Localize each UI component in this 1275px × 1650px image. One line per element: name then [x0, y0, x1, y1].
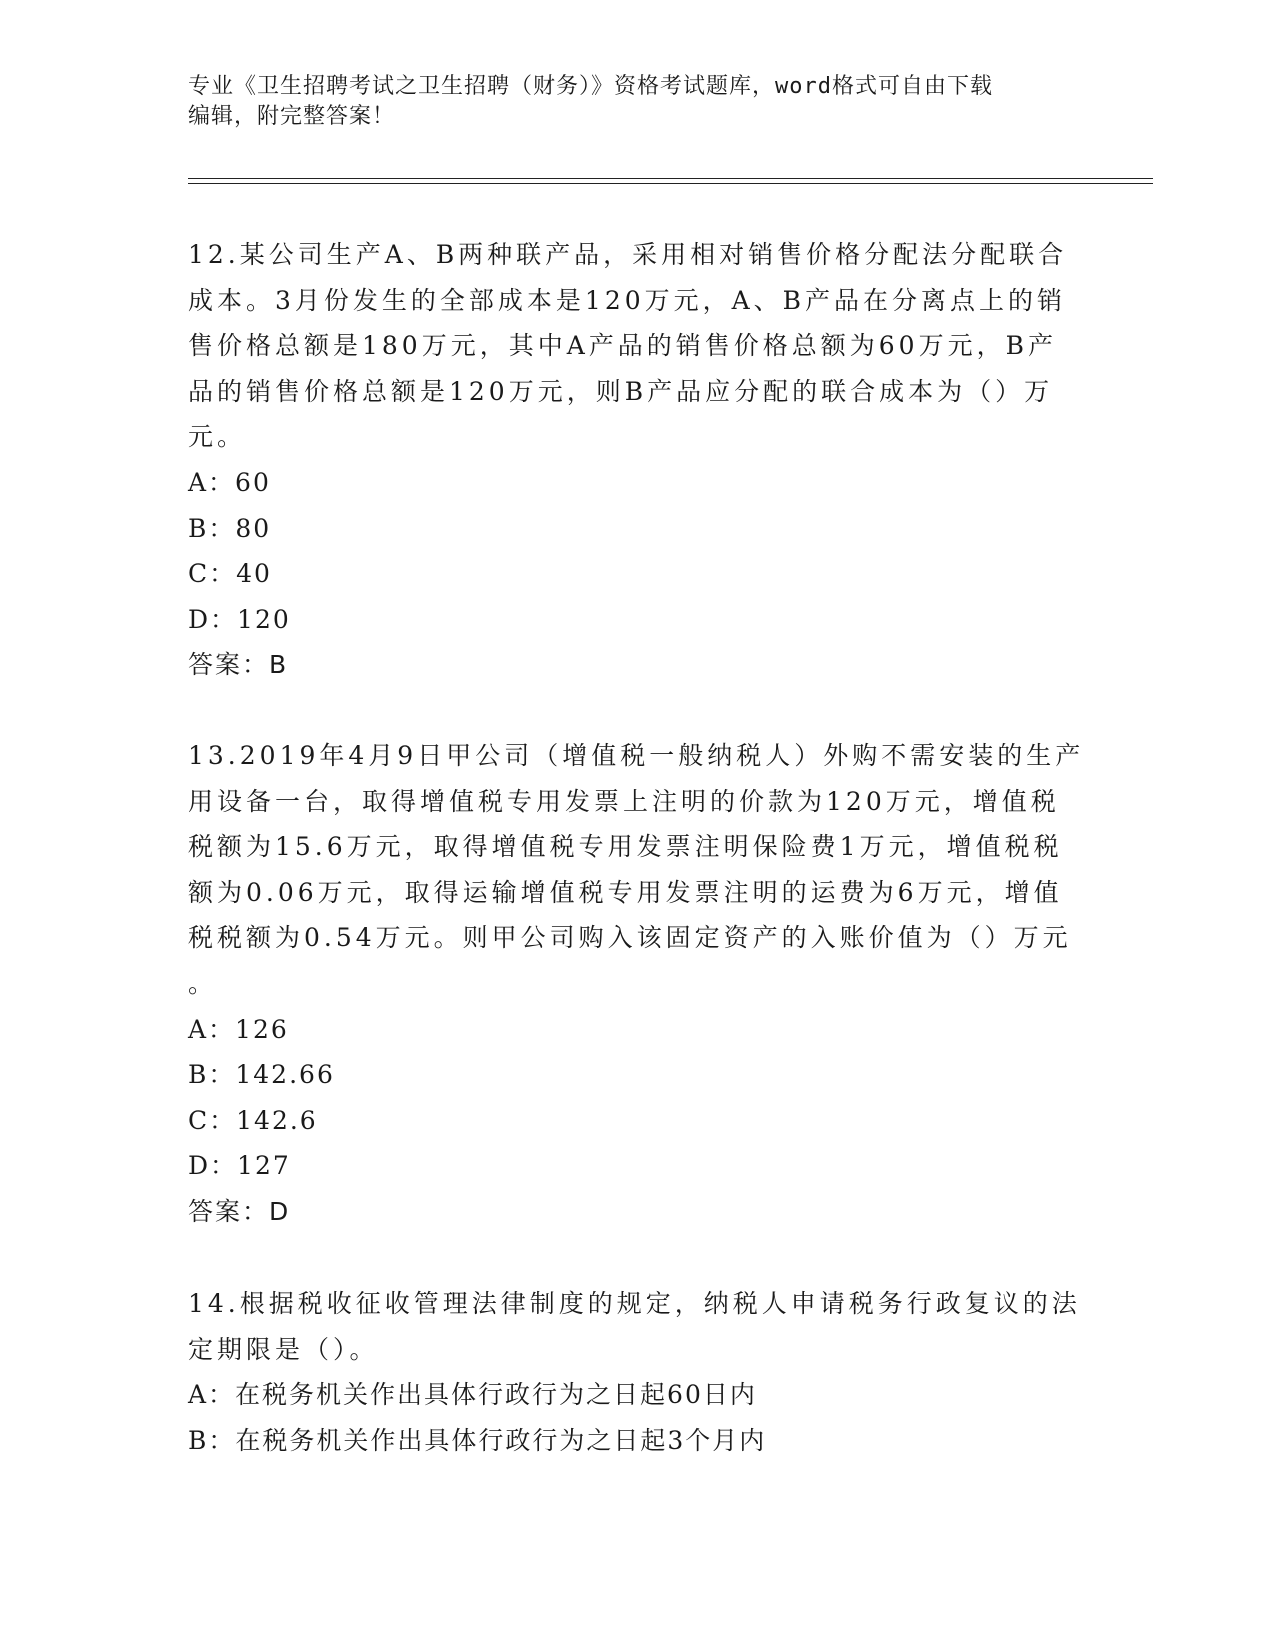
header-divider — [188, 183, 1153, 184]
option-b: B：在税务机关作出具体行政行为之日起3个月内 — [188, 1425, 767, 1455]
question-stem-line: 成本。3月份发生的全部成本是120万元，A、B产品在分离点上的销 — [188, 285, 1067, 315]
answer-label: 答案：B — [188, 650, 289, 680]
question-stem-line: 税税额为0.54万元。则甲公司购入该固定资产的入账价值为（）万元 — [188, 923, 1072, 953]
option-c: C：40 — [188, 559, 272, 589]
header-line: 专业《卫生招聘考试之卫生招聘（财务）》资格考试题库，word格式可自由下载 — [188, 74, 993, 99]
option-b: B：80 — [188, 513, 272, 543]
question-12 — [188, 232, 1068, 688]
header-divider — [188, 178, 1153, 179]
option-d: D：127 — [188, 1151, 291, 1181]
question-stem-line: 品的销售价格总额是120万元，则B产品应分配的联合成本为（）万 — [188, 376, 1054, 406]
header-line: 编辑，附完整答案！ — [188, 104, 396, 129]
answer-label: 答案：D — [188, 1196, 291, 1226]
question-stem-line: 额为0.06万元，取得运输增值税专用发票注明的运费为6万元，增值 — [188, 877, 1063, 907]
question-14 — [188, 1281, 1081, 1463]
question-stem-line: 用设备一台，取得增值税专用发票上注明的价款为120万元，增值税 — [188, 786, 1060, 816]
question-stem-line: 售价格总额是180万元，其中A产品的销售价格总额为60万元，B产 — [188, 331, 1057, 361]
option-c: C：142.6 — [188, 1105, 318, 1135]
question-13 — [188, 733, 1085, 1235]
question-stem-line: 定期限是（）。 — [188, 1334, 379, 1364]
question-stem-line: 元。 — [188, 422, 247, 452]
option-a: A：60 — [188, 467, 271, 497]
document-header — [188, 72, 1068, 132]
option-b: B：142.66 — [188, 1060, 335, 1090]
option-a: A：126 — [188, 1014, 289, 1044]
option-a: A：在税务机关作出具体行政行为之日起60日内 — [188, 1380, 757, 1410]
option-d: D：120 — [188, 604, 291, 634]
question-stem-line: 14.根据税收征收管理法律制度的规定，纳税人申请税务行政复议的法 — [188, 1289, 1081, 1318]
question-stem-line: 12.某公司生产A、B两种联产品，采用相对销售价格分配法分配联合 — [188, 240, 1068, 269]
question-stem-line: 13.2019年4月9日甲公司（增值税一般纳税人）外购不需安装的生产 — [188, 741, 1085, 770]
question-stem-line: 。 — [188, 968, 218, 998]
question-stem-line: 税额为15.6万元，取得增值税专用发票注明保险费1万元，增值税税 — [188, 832, 1063, 862]
